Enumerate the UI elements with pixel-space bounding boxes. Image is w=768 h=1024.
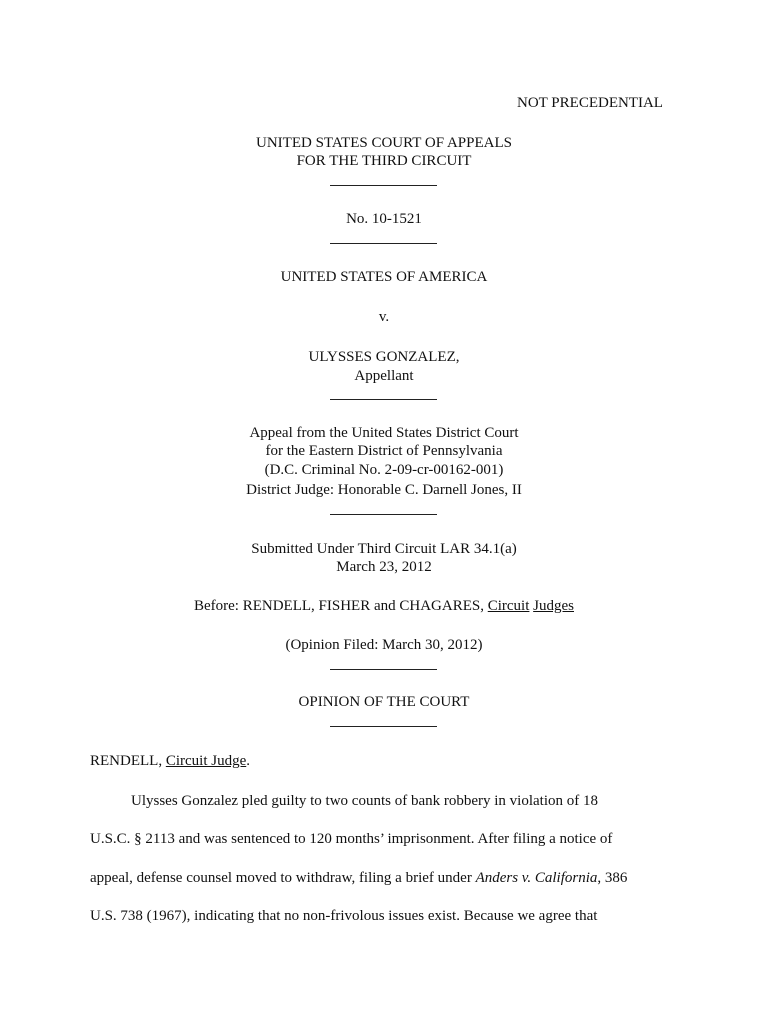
body-line-2: U.S.C. § 2113 and was sentenced to 120 months’ imprisonment. After filing a notice of (90, 831, 613, 847)
case-citation: Anders v. California (475, 870, 598, 886)
panel-line (0, 597, 768, 615)
opinion-heading: OPINION OF THE COURT (298, 694, 470, 710)
appeal-info-line4: District Judge: Honorable C. Darnell Jones, II (246, 482, 522, 498)
separator-line (330, 243, 437, 244)
panel-judges-word: Judges (533, 598, 574, 614)
appeal-info-line2: for the Eastern District of Pennsylvania (265, 443, 503, 459)
body-line-1: Ulysses Gonzalez pled guilty to two counts of bank robbery in violation of 18 (131, 793, 598, 809)
separator-line (330, 399, 437, 400)
panel-prefix: Before: RENDELL, FISHER and CHAGARES, (194, 598, 488, 614)
separator-line (330, 514, 437, 515)
author-line (90, 752, 250, 770)
separator-line (330, 185, 437, 186)
docket-number: No. 10-1521 (346, 211, 422, 227)
body-line-3 (90, 869, 627, 887)
appeal-info-line1: Appeal from the United States District Court (249, 425, 519, 441)
body-line-4: U.S. 738 (1967), indicating that no non-frivolous issues exist. Because we agree that (90, 908, 598, 924)
opinion-filed-date: (Opinion Filed: March 30, 2012) (285, 637, 483, 653)
panel-circuit-word: Circuit (487, 598, 530, 614)
defendant-name: ULYSSES GONZALEZ, (308, 349, 460, 365)
versus-label: v. (378, 309, 390, 325)
defendant-role: Appellant (354, 368, 414, 384)
submission-date: March 23, 2012 (336, 559, 432, 575)
separator-line (330, 726, 437, 727)
separator-line (330, 669, 437, 670)
court-name-line2: FOR THE THIRD CIRCUIT (296, 153, 472, 169)
author-period: . (246, 753, 250, 769)
author-name: RENDELL, (90, 753, 166, 769)
body-line-3-post: , 386 (597, 870, 628, 886)
not-precedential-label: NOT PRECEDENTIAL (517, 95, 663, 111)
author-title: Circuit Judge (165, 753, 247, 769)
court-name-line1: UNITED STATES COURT OF APPEALS (256, 135, 512, 151)
body-line-3-pre: appeal, defense counsel moved to withdraw, filing a brief under (90, 870, 476, 886)
plaintiff-name: UNITED STATES OF AMERICA (280, 269, 488, 285)
appeal-info-line3: (D.C. Criminal No. 2-09-cr-00162-001) (264, 462, 504, 478)
submission-line1: Submitted Under Third Circuit LAR 34.1(a) (251, 541, 517, 557)
